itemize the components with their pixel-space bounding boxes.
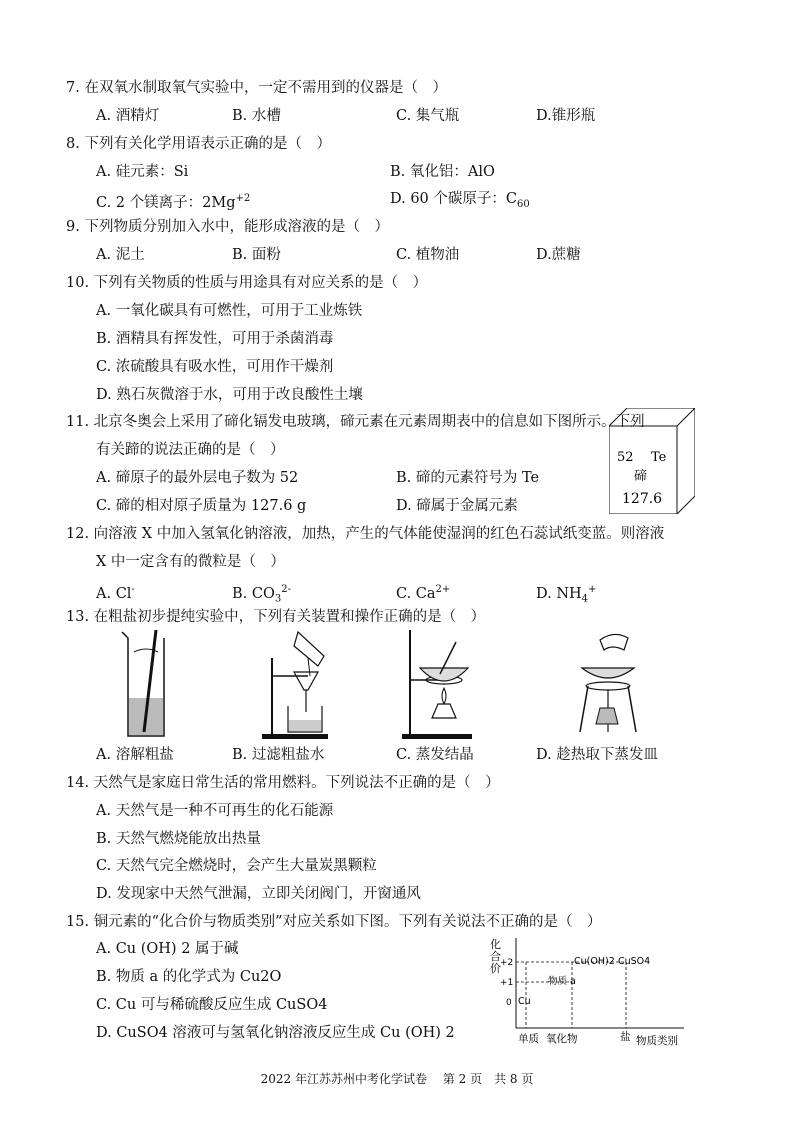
chart-ylabel-1: 化 [490, 938, 501, 951]
question-7-stem: 7. 在双氧水制取氧气实验中，一定不需用到的仪器是（ ） [66, 80, 447, 96]
q8-option-c: C. 2 个镁离子：$2Mg^{+2}$ [96, 193, 251, 211]
element-number: 52 [617, 450, 634, 465]
q15-option-d: D. CuSO4 溶液可与氢氧化钠溶液反应生成 Cu (OH) 2 [96, 1025, 455, 1041]
chart-point-a: 物质 a [548, 976, 576, 987]
element-name: 碲 [634, 469, 648, 484]
q14-option-c: C. 天然气完全燃烧时，会产生大量炭黑颗粒 [96, 858, 377, 874]
q11-option-d: D. 碲属于金属元素 [396, 498, 518, 514]
chart-xaxis-title: 物质类别 [636, 1035, 678, 1047]
q12-option-d: D. $NH_4^+$ [536, 584, 597, 605]
q14-option-a: A. 天然气是一种不可再生的化石能源 [96, 803, 334, 819]
q11-option-b: B. 碲的元素符号为 Te [396, 470, 540, 486]
q10-option-d: D. 熟石灰微溶于水，可用于改良酸性土壤 [96, 387, 363, 403]
q7-option-a: A. 酒精灯 [96, 108, 160, 124]
chart-point-cuso4: CuSO4 [618, 956, 651, 967]
chart-xlabel-salt: 盐 [620, 1031, 631, 1043]
q8-option-d: D. 60 个碳原子：$C_{60}$ [390, 191, 530, 210]
chart-ytick-zero: 0 [506, 998, 512, 1008]
q15-option-b: B. 物质 a 的化学式为 Cu2O [96, 969, 282, 985]
q12-option-b: B. $CO_3^{2-}$ [232, 584, 291, 605]
figure-evaporate-crystallize [400, 628, 480, 744]
q9-option-a: A. 泥土 [96, 247, 145, 263]
question-14-stem: 14. 天然气是家庭日常生活的常用燃料。下列说法不正确的是（ ） [66, 775, 500, 791]
q8-option-a: A. 硅元素：Si [96, 164, 189, 180]
chart-point-cu: Cu [518, 996, 531, 1007]
figure-filter-salt-water [258, 628, 348, 744]
q9-option-b: B. 面粉 [232, 247, 281, 263]
q7-option-c: C. 集气瓶 [396, 108, 460, 124]
q8-option-b: B. 氧化铝：AlO [390, 164, 495, 180]
chart-xlabel-element: 单质 [518, 1033, 539, 1045]
chart-ylabel-2: 合 [490, 950, 501, 963]
element-mass: 127.6 [622, 491, 663, 507]
q10-option-c: C. 浓硫酸具有吸水性，可用作干燥剂 [96, 359, 334, 375]
q14-option-b: B. 天然气燃烧能放出热量 [96, 831, 261, 847]
q13-option-d: D. 趁热取下蒸发皿 [536, 747, 658, 763]
question-11-stem-cont: 有关蹄的说法正确的是（ ） [96, 442, 285, 458]
question-13-stem: 13. 在粗盐初步提纯实验中，下列有关装置和操作正确的是（ ） [66, 609, 486, 625]
question-15-stem: 15. 铜元素的“化合价与物质类别”对应关系如下图。下列有关说法不正确的是（ ） [66, 914, 602, 930]
q13-option-a: A. 溶解粗盐 [96, 747, 174, 763]
page-footer: 2022 年江苏苏州中考化学试卷 第 2 页 共 8 页 [260, 1072, 534, 1086]
chart-ytick-plus2: +2 [500, 958, 514, 968]
q7-option-b: B. 水槽 [232, 108, 281, 124]
question-12-stem-cont: X 中一定含有的微粒是（ ） [96, 554, 285, 570]
chart-point-cuoh2: Cu(OH)2 [574, 956, 615, 967]
figure-remove-evaporating-dish [572, 628, 644, 744]
question-8-stem: 8. 下列有关化学用语表示正确的是（ ） [66, 136, 331, 152]
q12-option-c: C. $Ca^{2+}$ [396, 584, 451, 602]
chart-xlabel-oxide: 氧化物 [546, 1033, 578, 1045]
chart-ylabel-3: 价 [490, 962, 501, 975]
q13-option-c: C. 蒸发结晶 [396, 747, 474, 763]
question-12-stem: 12. 向溶液 X 中加入氢氧化钠溶液，加热，产生的气体能使湿润的红色石蕊试纸变蓝。则溶液 [66, 526, 665, 542]
q15-option-a: A. Cu (OH) 2 属于碱 [96, 941, 239, 957]
element-symbol: Te [651, 450, 667, 465]
q9-option-d: D.蔗糖 [536, 247, 581, 263]
element-cell-tellurium [609, 408, 695, 514]
figure-dissolve-salt [118, 628, 174, 744]
q11-option-a: A. 碲原子的最外层电子数为 52 [96, 470, 299, 486]
chart-ytick-plus1: +1 [500, 978, 514, 988]
q13-option-b: B. 过滤粗盐水 [232, 747, 325, 763]
q7-option-d: D.锥形瓶 [536, 108, 596, 124]
question-10-stem: 10. 下列有关物质的性质与用途具有对应关系的是（ ） [66, 275, 428, 291]
q12-option-a: A. Cl- [96, 584, 135, 602]
q14-option-d: D. 发现家中天然气泄漏，立即关闭阀门，开窗通风 [96, 886, 421, 902]
q9-option-c: C. 植物油 [396, 247, 460, 263]
q10-option-b: B. 酒精具有挥发性，可用于杀菌消毒 [96, 331, 334, 347]
question-11-stem: 11. 北京冬奥会上采用了碲化镉发电玻璃，碲元素在元素周期表中的信息如下图所示。下列 [66, 414, 645, 430]
valence-class-chart [486, 936, 696, 1048]
q11-option-c: C. 碲的相对原子质量为 127.6 g [96, 498, 307, 514]
q10-option-a: A. 一氧化碳具有可燃性，可用于工业炼铁 [96, 303, 363, 319]
question-9-stem: 9. 下列物质分别加入水中，能形成溶液的是（ ） [66, 219, 389, 235]
q15-option-c: C. Cu 可与稀硫酸反应生成 CuSO4 [96, 997, 328, 1013]
